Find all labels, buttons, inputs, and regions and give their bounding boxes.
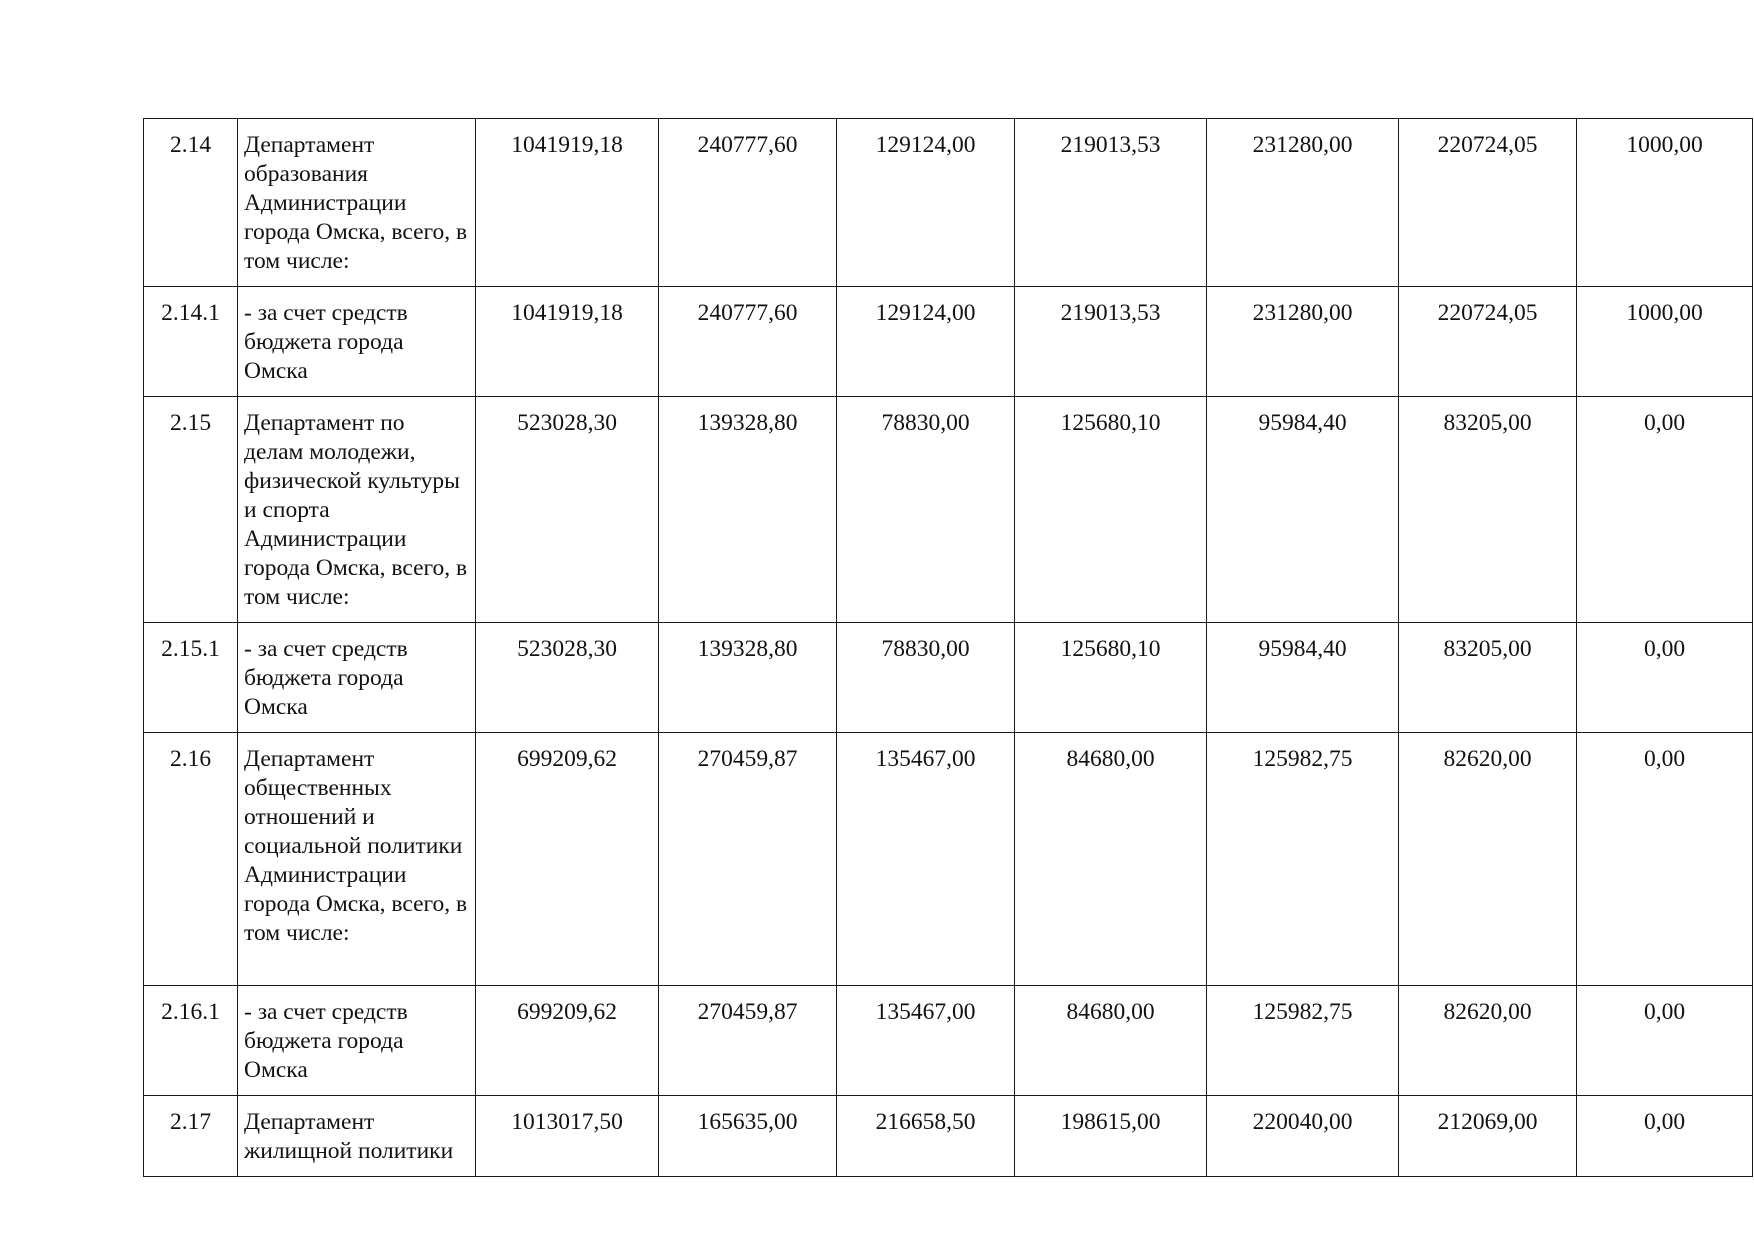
value-cell: 0,00 xyxy=(1577,397,1753,623)
row-name: - за счет средств бюджета города Омска xyxy=(238,287,476,397)
budget-table xyxy=(143,118,1753,1177)
value-cell: 83205,00 xyxy=(1399,623,1577,733)
value-cell: 0,00 xyxy=(1577,1096,1753,1177)
row-code: 2.15.1 xyxy=(144,623,238,733)
value-cell: 125982,75 xyxy=(1207,986,1399,1096)
row-code: 2.16.1 xyxy=(144,986,238,1096)
table-row xyxy=(144,397,1753,623)
value-cell: 240777,60 xyxy=(659,119,837,287)
value-cell: 84680,00 xyxy=(1015,986,1207,1096)
value-cell: 95984,40 xyxy=(1207,623,1399,733)
table-row xyxy=(144,287,1753,397)
row-code: 2.14.1 xyxy=(144,287,238,397)
value-cell: 270459,87 xyxy=(659,733,837,986)
value-cell: 84680,00 xyxy=(1015,733,1207,986)
value-cell: 78830,00 xyxy=(837,623,1015,733)
table-row xyxy=(144,623,1753,733)
value-cell: 1000,00 xyxy=(1577,119,1753,287)
value-cell: 82620,00 xyxy=(1399,733,1577,986)
value-cell: 125680,10 xyxy=(1015,623,1207,733)
value-cell: 219013,53 xyxy=(1015,287,1207,397)
row-name: Департамент образования Администрации города Омска, всего, в том числе: xyxy=(238,119,476,287)
row-code: 2.14 xyxy=(144,119,238,287)
value-cell: 0,00 xyxy=(1577,986,1753,1096)
value-cell: 1013017,50 xyxy=(476,1096,659,1177)
value-cell: 1041919,18 xyxy=(476,287,659,397)
table-row xyxy=(144,119,1753,287)
row-name: Департамент по делам молодежи, физической культуры и спорта Администрации города Омска, всего, в том числе: xyxy=(238,397,476,623)
value-cell: 220040,00 xyxy=(1207,1096,1399,1177)
value-cell: 216658,50 xyxy=(837,1096,1015,1177)
value-cell: 1041919,18 xyxy=(476,119,659,287)
value-cell: 135467,00 xyxy=(837,986,1015,1096)
value-cell: 125680,10 xyxy=(1015,397,1207,623)
value-cell: 699209,62 xyxy=(476,733,659,986)
value-cell: 220724,05 xyxy=(1399,119,1577,287)
value-cell: 0,00 xyxy=(1577,733,1753,986)
value-cell: 165635,00 xyxy=(659,1096,837,1177)
value-cell: 240777,60 xyxy=(659,287,837,397)
value-cell: 78830,00 xyxy=(837,397,1015,623)
row-name: Департамент жилищной политики xyxy=(238,1096,476,1177)
value-cell: 95984,40 xyxy=(1207,397,1399,623)
value-cell: 699209,62 xyxy=(476,986,659,1096)
table-row xyxy=(144,986,1753,1096)
value-cell: 129124,00 xyxy=(837,287,1015,397)
value-cell: 198615,00 xyxy=(1015,1096,1207,1177)
table-row xyxy=(144,733,1753,986)
row-name: - за счет средств бюджета города Омска xyxy=(238,623,476,733)
value-cell: 125982,75 xyxy=(1207,733,1399,986)
value-cell: 212069,00 xyxy=(1399,1096,1577,1177)
row-name: - за счет средств бюджета города Омска xyxy=(238,986,476,1096)
value-cell: 83205,00 xyxy=(1399,397,1577,623)
row-code: 2.17 xyxy=(144,1096,238,1177)
value-cell: 270459,87 xyxy=(659,986,837,1096)
value-cell: 135467,00 xyxy=(837,733,1015,986)
value-cell: 139328,80 xyxy=(659,397,837,623)
value-cell: 231280,00 xyxy=(1207,119,1399,287)
value-cell: 1000,00 xyxy=(1577,287,1753,397)
value-cell: 523028,30 xyxy=(476,623,659,733)
value-cell: 129124,00 xyxy=(837,119,1015,287)
value-cell: 220724,05 xyxy=(1399,287,1577,397)
value-cell: 139328,80 xyxy=(659,623,837,733)
value-cell: 523028,30 xyxy=(476,397,659,623)
row-code: 2.16 xyxy=(144,733,238,986)
value-cell: 82620,00 xyxy=(1399,986,1577,1096)
row-name: Департамент общественных отношений и социальной политики Администрации города Омска, всего, в том числе: xyxy=(238,733,476,986)
row-code: 2.15 xyxy=(144,397,238,623)
value-cell: 231280,00 xyxy=(1207,287,1399,397)
value-cell: 0,00 xyxy=(1577,623,1753,733)
value-cell: 219013,53 xyxy=(1015,119,1207,287)
table-row xyxy=(144,1096,1753,1177)
